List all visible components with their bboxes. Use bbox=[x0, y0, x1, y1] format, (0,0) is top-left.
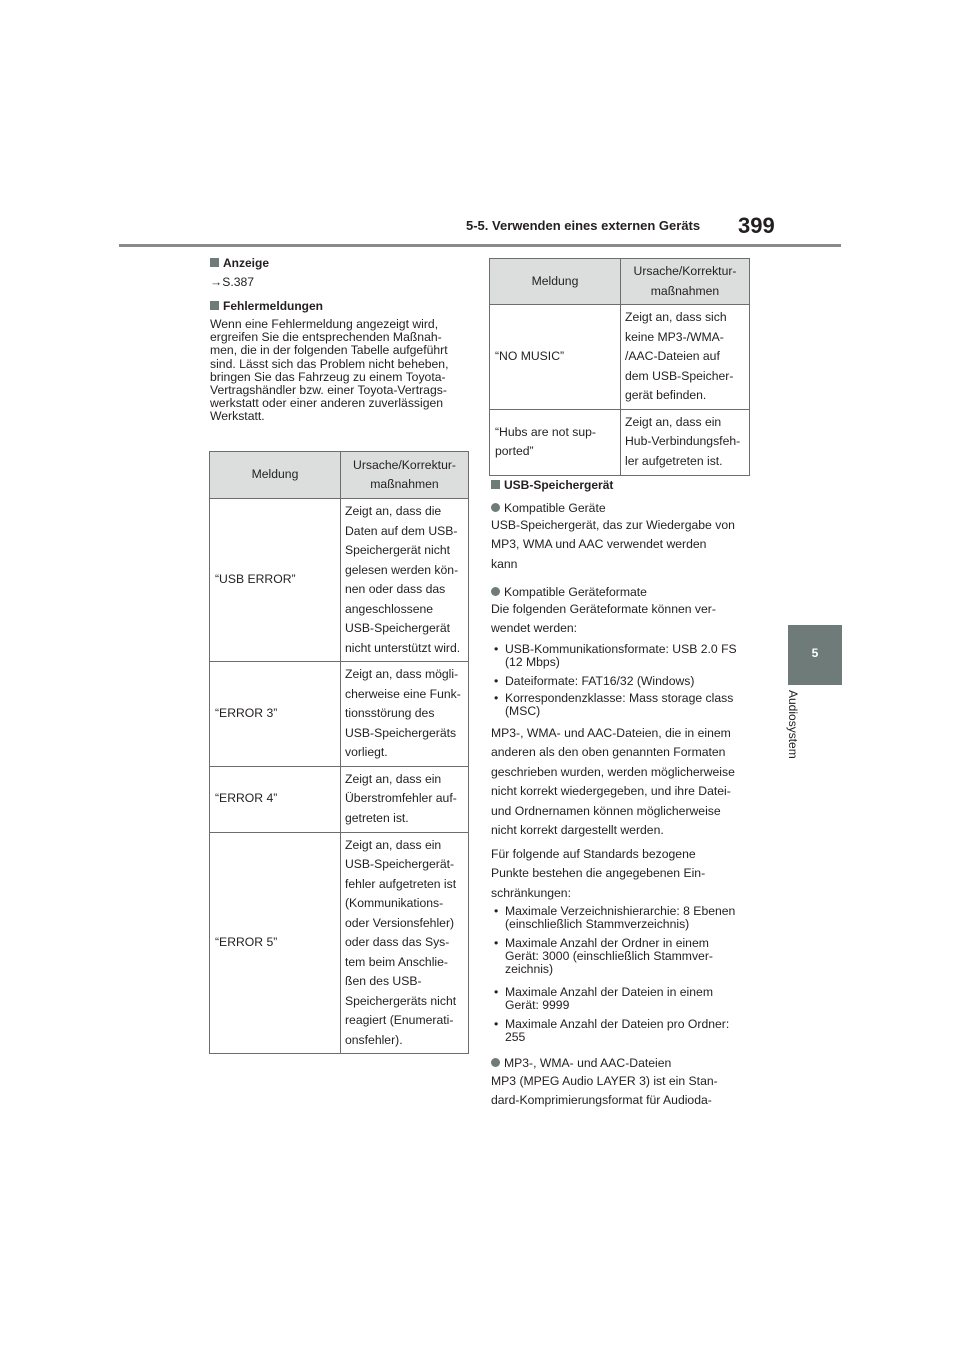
table-cell-message: “ERROR 3” bbox=[210, 662, 341, 767]
list-item: • Dateiformate: FAT16/32 (Windows) bbox=[494, 674, 695, 688]
usb-heading: USB-Speichergerät bbox=[491, 478, 613, 492]
mp3-description: MP3 (MPEG Audio LAYER 3) ist ein Stan- dard-Komprimierungsformat für Audioda- bbox=[491, 1074, 718, 1108]
list-item: • USB-Kommunikationsformate: USB 2.0 FS (12 Mbps) bbox=[494, 642, 737, 670]
table-header-row bbox=[210, 452, 469, 499]
col-header-ursache: Ursache/Korrektur- maßnahmen bbox=[341, 452, 469, 499]
table-cell-message: “ERROR 4” bbox=[210, 766, 341, 832]
chapter-tab: 5 bbox=[788, 625, 842, 685]
mp3-heading: MP3-, WMA- und AAC-Dateien bbox=[491, 1056, 671, 1070]
table-cell-message: “USB ERROR” bbox=[210, 499, 341, 662]
col-header-meldung: Meldung bbox=[490, 259, 621, 305]
fehler-paragraph: Wenn eine Fehlermeldung angezeigt wird, ergreifen Sie die entsprechenden Maßnah- men, die in der folgenden Tabelle aufgeführt sind. Lässt sich das Problem nicht beheben, bringen Sie das Fahrzeug zu einem Toyota- Vertragshändler bzw. einer Toyota-Vertrags- werkstatt oder einer anderen zuverlässigen Werkstatt. bbox=[210, 317, 449, 424]
table-cell-description: Zeigt an, dass ein Hub-Verbindungsfeh- ler aufgetreten ist. bbox=[621, 409, 750, 475]
circle-bullet-icon bbox=[491, 1058, 500, 1067]
list-item: • Korrespondenzklasse: Mass storage class (MSC) bbox=[494, 691, 734, 719]
table-cell-description: Zeigt an, dass die Daten auf dem USB- Speichergerät nicht gelesen werden kön- nen oder dass das angeschlossene USB-Speichergerät nicht unterstützt wird. bbox=[341, 499, 469, 662]
anzeige-heading: Anzeige bbox=[210, 256, 269, 270]
kompatible-geraete-heading: Kompatible Geräte bbox=[491, 501, 606, 515]
format-hinweis-text: MP3-, WMA- und AAC-Dateien, die in einem anderen als den oben genannten Formaten geschrieben wurden, werden möglicherweise nicht korrekt wiedergegeben, und ihre Datei- und Ordnernamen können möglicherweise nicht korrekt dargestellt werden. bbox=[491, 726, 735, 838]
table-header-row bbox=[490, 259, 750, 305]
square-bullet-icon bbox=[491, 480, 500, 489]
square-bullet-icon bbox=[210, 258, 219, 267]
chapter-label: Audiosystem bbox=[786, 690, 800, 759]
list-item: • Maximale Anzahl der Ordner in einem Gerät: 3000 (einschließlich Stammver- zeichnis) bbox=[494, 936, 713, 977]
table-cell-message: “NO MUSIC” bbox=[490, 305, 621, 410]
table-cell-message: “Hubs are not sup- ported” bbox=[490, 409, 621, 475]
table-row bbox=[210, 832, 469, 1054]
table-row bbox=[490, 409, 750, 475]
table-row bbox=[210, 499, 469, 662]
col-header-ursache: Ursache/Korrektur- maßnahmen bbox=[621, 259, 750, 305]
col-header-meldung: Meldung bbox=[210, 452, 341, 499]
kompatible-formate-text: Die folgenden Geräteformate können ver- wendet werden: bbox=[491, 602, 716, 636]
anzeige-reference[interactable]: →S.387 bbox=[210, 275, 255, 289]
table-cell-description: Zeigt an, dass ein USB-Speichergerät- fehler aufgetreten ist (Kommunikations- oder Versionsfehler) oder dass das Sys- tem beim Anschlie- ßen des USB- Speichergeräts nicht reagiert (Enumerati- onsfehler). bbox=[341, 832, 469, 1054]
circle-bullet-icon bbox=[491, 587, 500, 596]
kompatible-formate-heading: Kompatible Geräteformate bbox=[491, 585, 647, 599]
fehler-heading: Fehlermeldungen bbox=[210, 299, 323, 313]
table-row bbox=[490, 305, 750, 410]
square-bullet-icon bbox=[210, 301, 219, 310]
standards-text: Für folgende auf Standards bezogene Punkte bestehen die angegebenen Ein- schränkungen: bbox=[491, 847, 706, 900]
error-table-right bbox=[489, 258, 750, 476]
list-item: • Maximale Anzahl der Dateien in einem Gerät: 9999 bbox=[494, 985, 713, 1013]
page-number: 399 bbox=[738, 213, 775, 238]
table-cell-description: Zeigt an, dass mögli- cherweise eine Funk- tionsstörung des USB-Speichergeräts vorliegt. bbox=[341, 662, 469, 767]
table-row bbox=[210, 662, 469, 767]
error-table-left bbox=[209, 451, 469, 1054]
section-title: 5-5. Verwenden eines externen Geräts bbox=[466, 218, 701, 233]
table-cell-description: Zeigt an, dass sich keine MP3-/WMA- /AAC-Dateien auf dem USB-Speicher- gerät befinden. bbox=[621, 305, 750, 410]
header-rule bbox=[119, 244, 841, 247]
list-item: • Maximale Verzeichnishierarchie: 8 Ebenen (einschließlich Stammverzeichnis) bbox=[494, 904, 736, 932]
kompatible-geraete-text: USB-Speichergerät, das zur Wiedergabe von MP3, WMA und AAC verwendet werden kann bbox=[491, 518, 735, 571]
list-item: • Maximale Anzahl der Dateien pro Ordner: 255 bbox=[494, 1017, 730, 1045]
table-cell-message: “ERROR 5” bbox=[210, 832, 341, 1054]
table-cell-description: Zeigt an, dass ein Überstromfehler auf- getreten ist. bbox=[341, 766, 469, 832]
table-row bbox=[210, 766, 469, 832]
circle-bullet-icon bbox=[491, 503, 500, 512]
